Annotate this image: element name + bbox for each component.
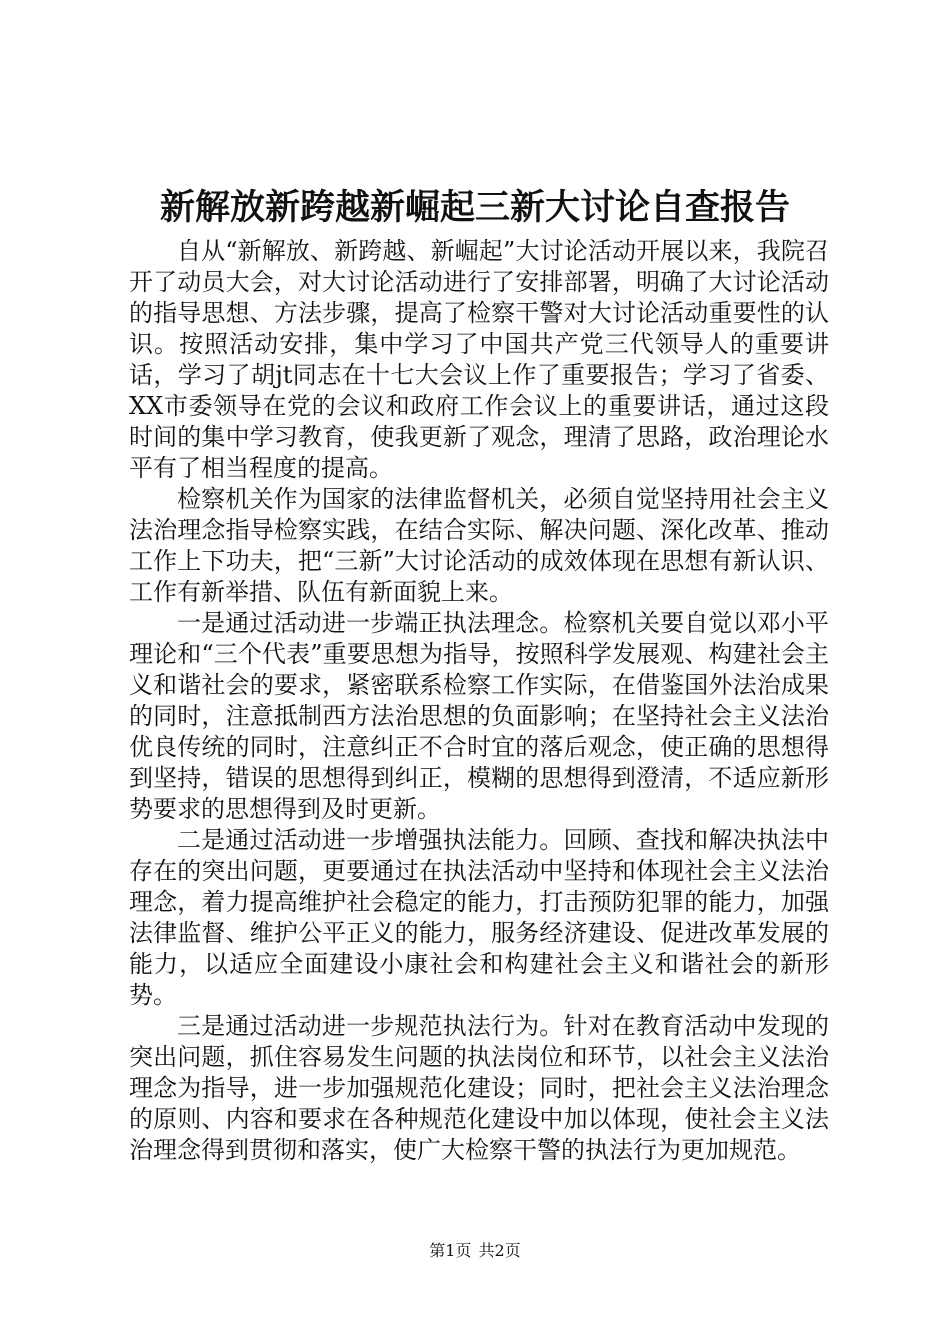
page-number: 第1页 bbox=[429, 1241, 472, 1260]
page-footer bbox=[0, 1240, 950, 1262]
paragraph-4: 二是通过活动进一步增强执法能力。回顾、查找和解决执法中存在的突出问题，更要通过在执法活动中坚持和体现社会主义法治理念，着力提高维护社会稳定的能力，打击预防犯罪的能力，加强法律监督、维护公平正义的能力，服务经济建设、促进改革发展的能力，以适应全面建设小康社会和构建社会主义和谐社会的新形势。 bbox=[129, 826, 829, 1009]
page-total: 共2页 bbox=[478, 1241, 521, 1260]
paragraph-1: 自从“新解放、新跨越、新崛起”大讨论活动开展以来，我院召开了动员大会，对大讨论活动进行了安排部署，明确了大讨论活动的指导思想、方法步骤，提高了检察干警对大讨论活动重要性的认识。按照活动安排，集中学习了中国共产党三代领导人的重要讲话，学习了胡jt同志在十七大会议上作了重要报告；学习了省委、XX市委领导在党的会议和政府工作会议上的重要讲话，通过这段时间的集中学习教育，使我更新了观念，理清了思路，政治理论水平有了相当程度的提高。 bbox=[129, 237, 829, 482]
document-body bbox=[129, 236, 829, 1166]
document-title: 新解放新跨越新崛起三新大讨论自查报告 bbox=[159, 187, 790, 228]
paragraph-2: 检察机关作为国家的法律监督机关，必须自觉坚持用社会主义法治理念指导检察实践，在结合实际、解决问题、深化改革、推动工作上下功夫，把“三新”大讨论活动的成效体现在思想有新认识、工作有新举措、队伍有新面貌上来。 bbox=[129, 485, 829, 606]
paragraph-5: 三是通过活动进一步规范执法行为。针对在教育活动中发现的突出问题，抓住容易发生问题的执法岗位和环节，以社会主义法治理念为指导，进一步加强规范化建设；同时，把社会主义法治理念的原则、内容和要求在各种规范化建设中加以体现，使社会主义法治理念得到贯彻和落实，使广大检察干警的执法行为更加规范。 bbox=[129, 1012, 829, 1164]
paragraph-3: 一是通过活动进一步端正执法理念。检察机关要自觉以邓小平理论和“三个代表”重要思想为指导，按照科学发展观、构建社会主义和谐社会的要求，紧密联系检察工作实际，在借鉴国外法治成果的同时，注意抵制西方法治思想的负面影响；在坚持社会主义法治优良传统的同时，注意纠正不合时宜的落后观念，使正确的思想得到坚持，错误的思想得到纠正，模糊的思想得到澄清，不适应新形势要求的思想得到及时更新。 bbox=[129, 609, 829, 823]
